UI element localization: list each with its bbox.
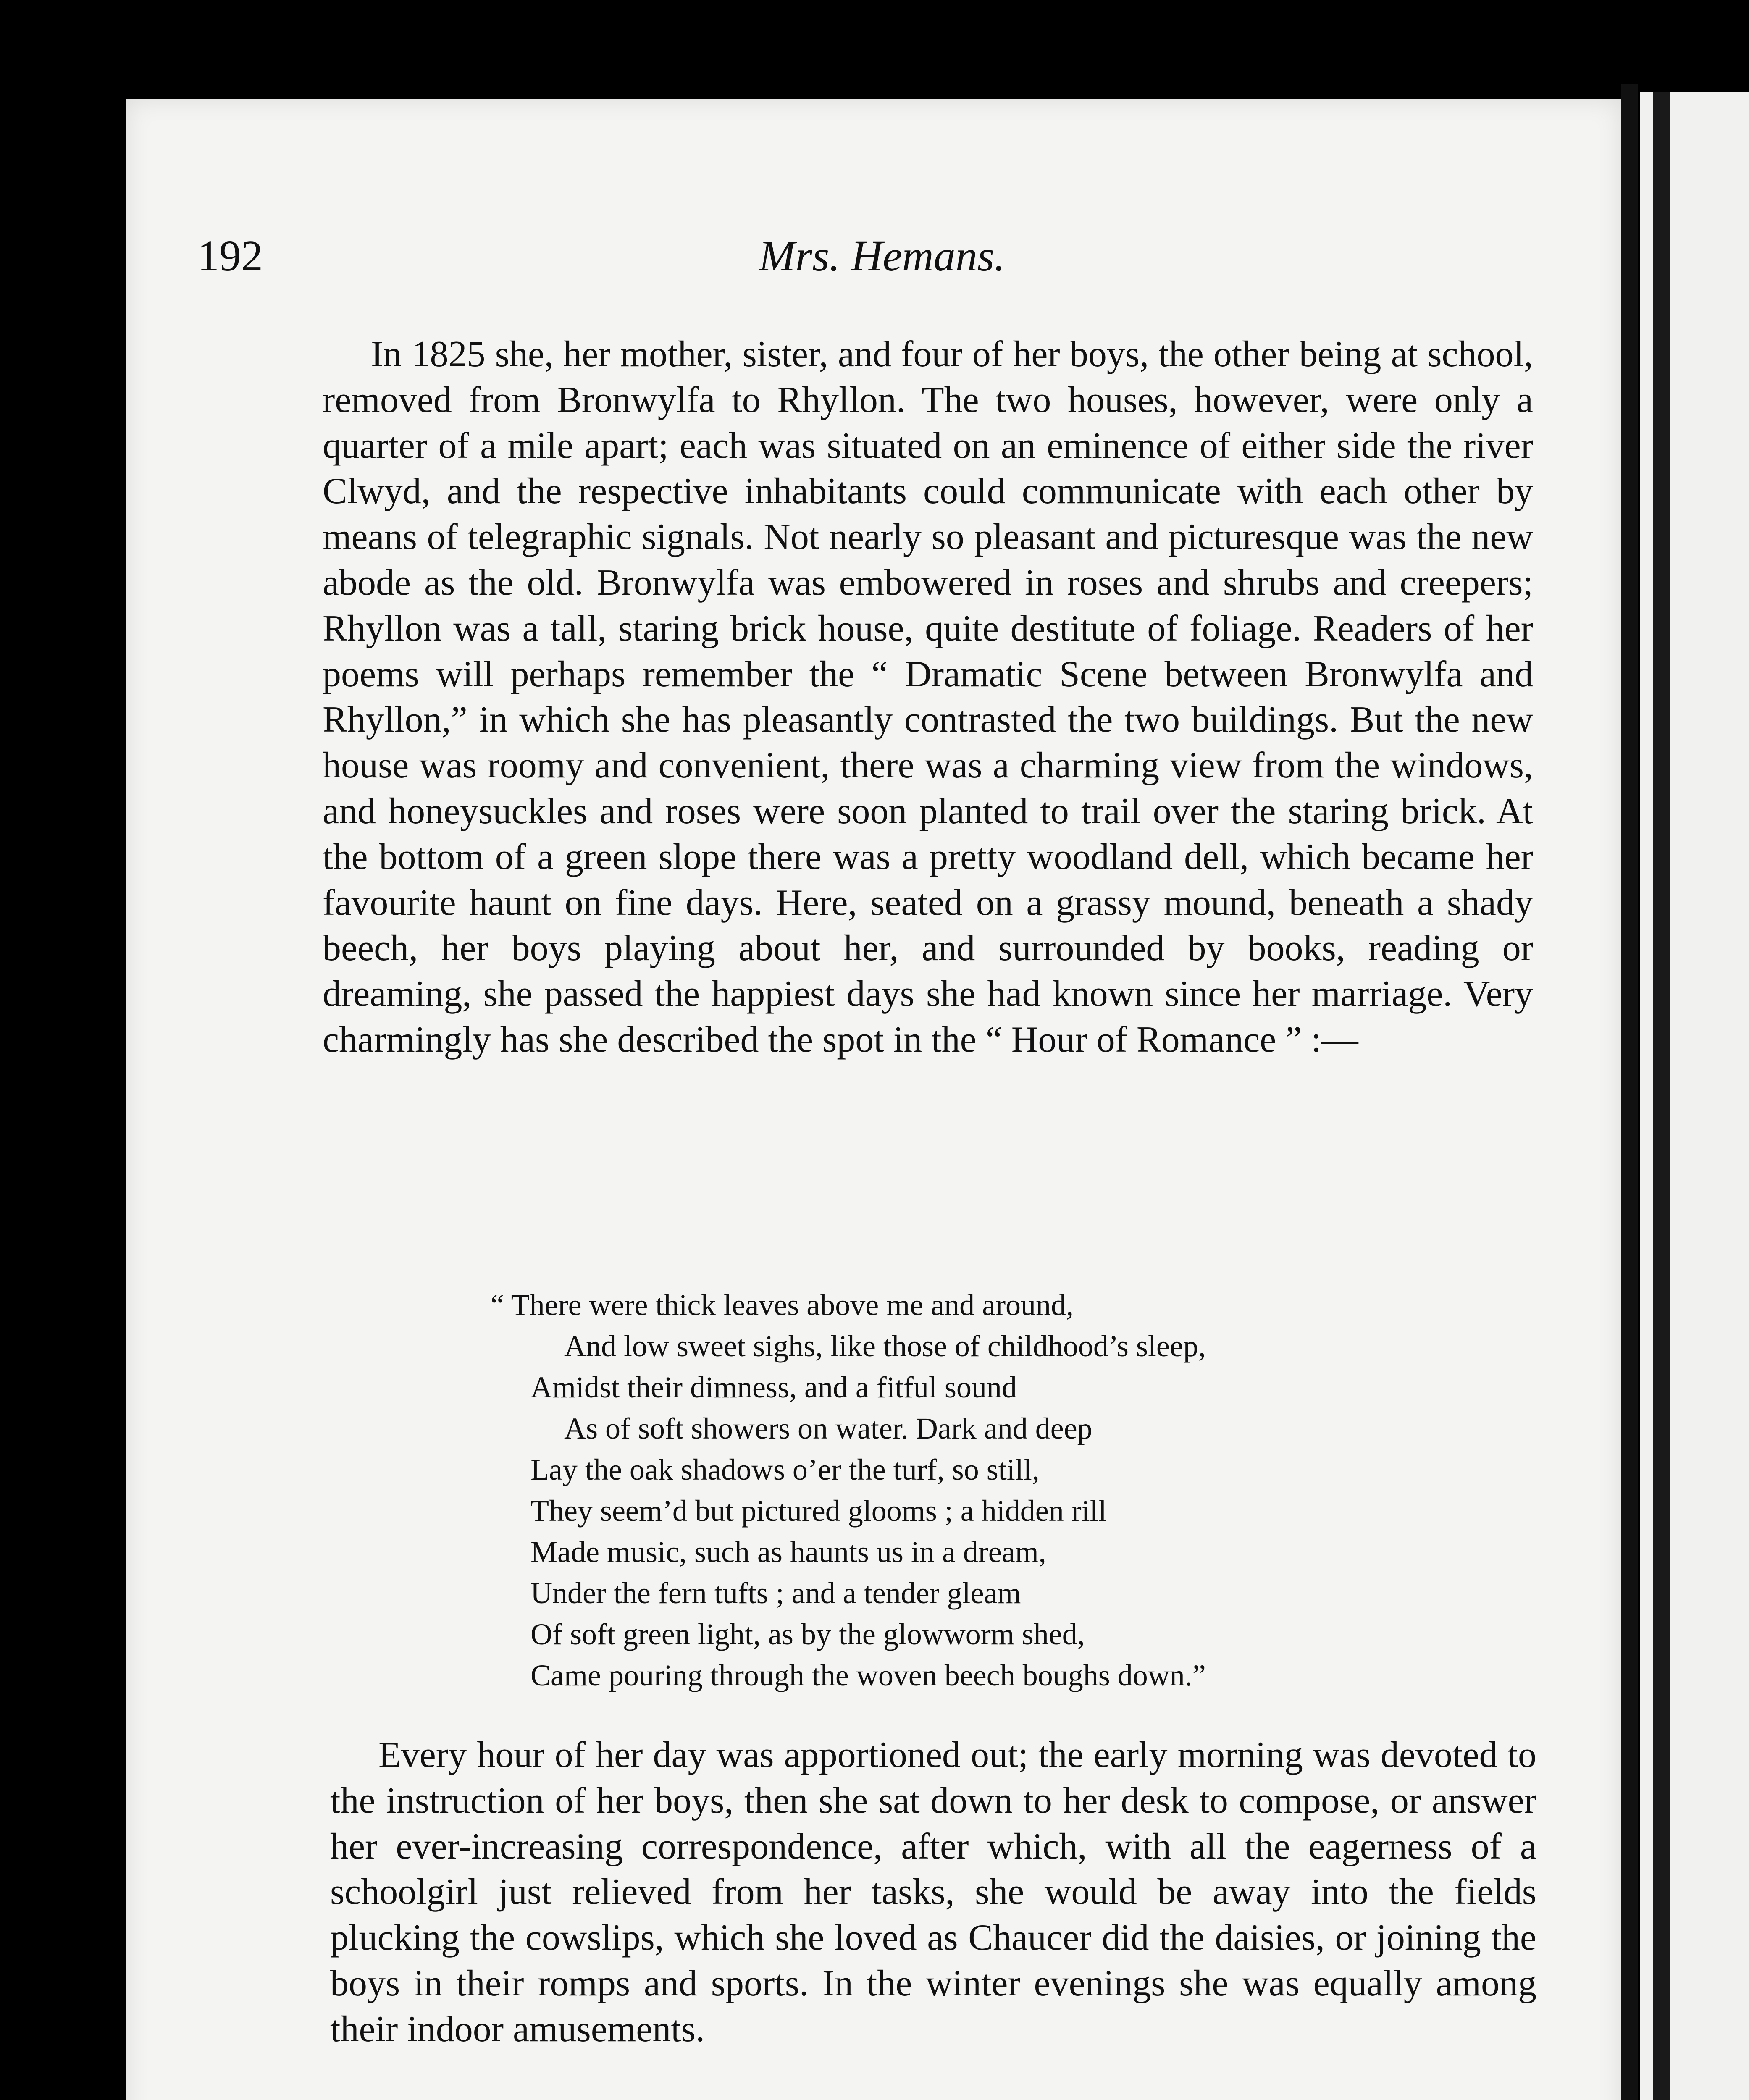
poem-line: Of soft green light, as by the glowworm shed,	[530, 1617, 1085, 1651]
poem-quotation	[491, 1284, 1457, 1696]
running-title: Mrs. Hemans.	[759, 232, 1006, 280]
body-text-block-2	[330, 1732, 1536, 2053]
page-header	[197, 227, 1533, 286]
poem-line: “ There were thick leaves above me and around,	[491, 1288, 1074, 1322]
poem-line: Came pouring through the woven beech boughs down.”	[530, 1659, 1206, 1692]
paragraph-1: In 1825 she, her mother, sister, and four of her boys, the other being at school, removed from Bronwylfa to Rhyllon. The two houses, however, were only a quarter of a mile apart; each was situated on an eminence of either side the river Clwyd, and the respective inhabitants could communicate with each other by means of telegraphic signals. Not nearly so pleasant and picturesque was the new abode as the old. Bronwylfa was embowered in roses and shrubs and creepers; Rhyllon was a tall, staring brick house, quite destitute of foliage. Readers of her poems will perhaps remember the “ Dramatic Scene between Bronwylfa and Rhyllon,” in which she has pleasantly contrasted the two buildings. But the new house was roomy and convenient, there was a charming view from the windows, and honeysuckles and roses were soon planted to trail over the staring brick. At the bottom of a green slope there was a pretty woodland dell, which became her favourite haunt on fine days. Here, seated on a grassy mound, beneath a shady beech, her boys playing about her, and surrounded by books, reading or dreaming, she passed the happiest days she had known since her marriage. Very charmingly has she described the spot in the “ Hour of Romance ” :—	[323, 334, 1533, 1060]
body-text-block-1	[323, 332, 1533, 1063]
book-gutter	[1621, 84, 1638, 2100]
paragraph-2: Every hour of her day was apportioned out; the early morning was devoted to the instruction of her boys, then she sat down to her desk to compose, or answer her ever-increasing correspondence, after which, with all the eagerness of a schoolgirl just relieved from her tasks, she would be away into the fields plucking the cowslips, which she loved as Chaucer did the daisies, or joining the boys in their romps and sports. In the winter evenings she was equally among their indoor amusements.	[330, 1735, 1536, 2050]
poem-line: Lay the oak shadows o’er the turf, so still,	[530, 1453, 1040, 1486]
poem-line: Amidst their dimness, and a fitful sound	[530, 1370, 1017, 1404]
poem-line: Under the fern tufts ; and a tender gleam	[530, 1576, 1021, 1610]
poem-line: They seem’d but pictured glooms ; a hidden rill	[530, 1494, 1107, 1528]
poem-line: And low sweet sighs, like those of childhood’s sleep,	[564, 1329, 1206, 1363]
facing-page-shadow	[1653, 92, 1670, 2100]
poem-line: As of soft showers on water. Dark and deep	[564, 1412, 1092, 1445]
poem-line: Made music, such as haunts us in a dream,	[530, 1535, 1046, 1569]
page-number: 192	[197, 232, 263, 280]
